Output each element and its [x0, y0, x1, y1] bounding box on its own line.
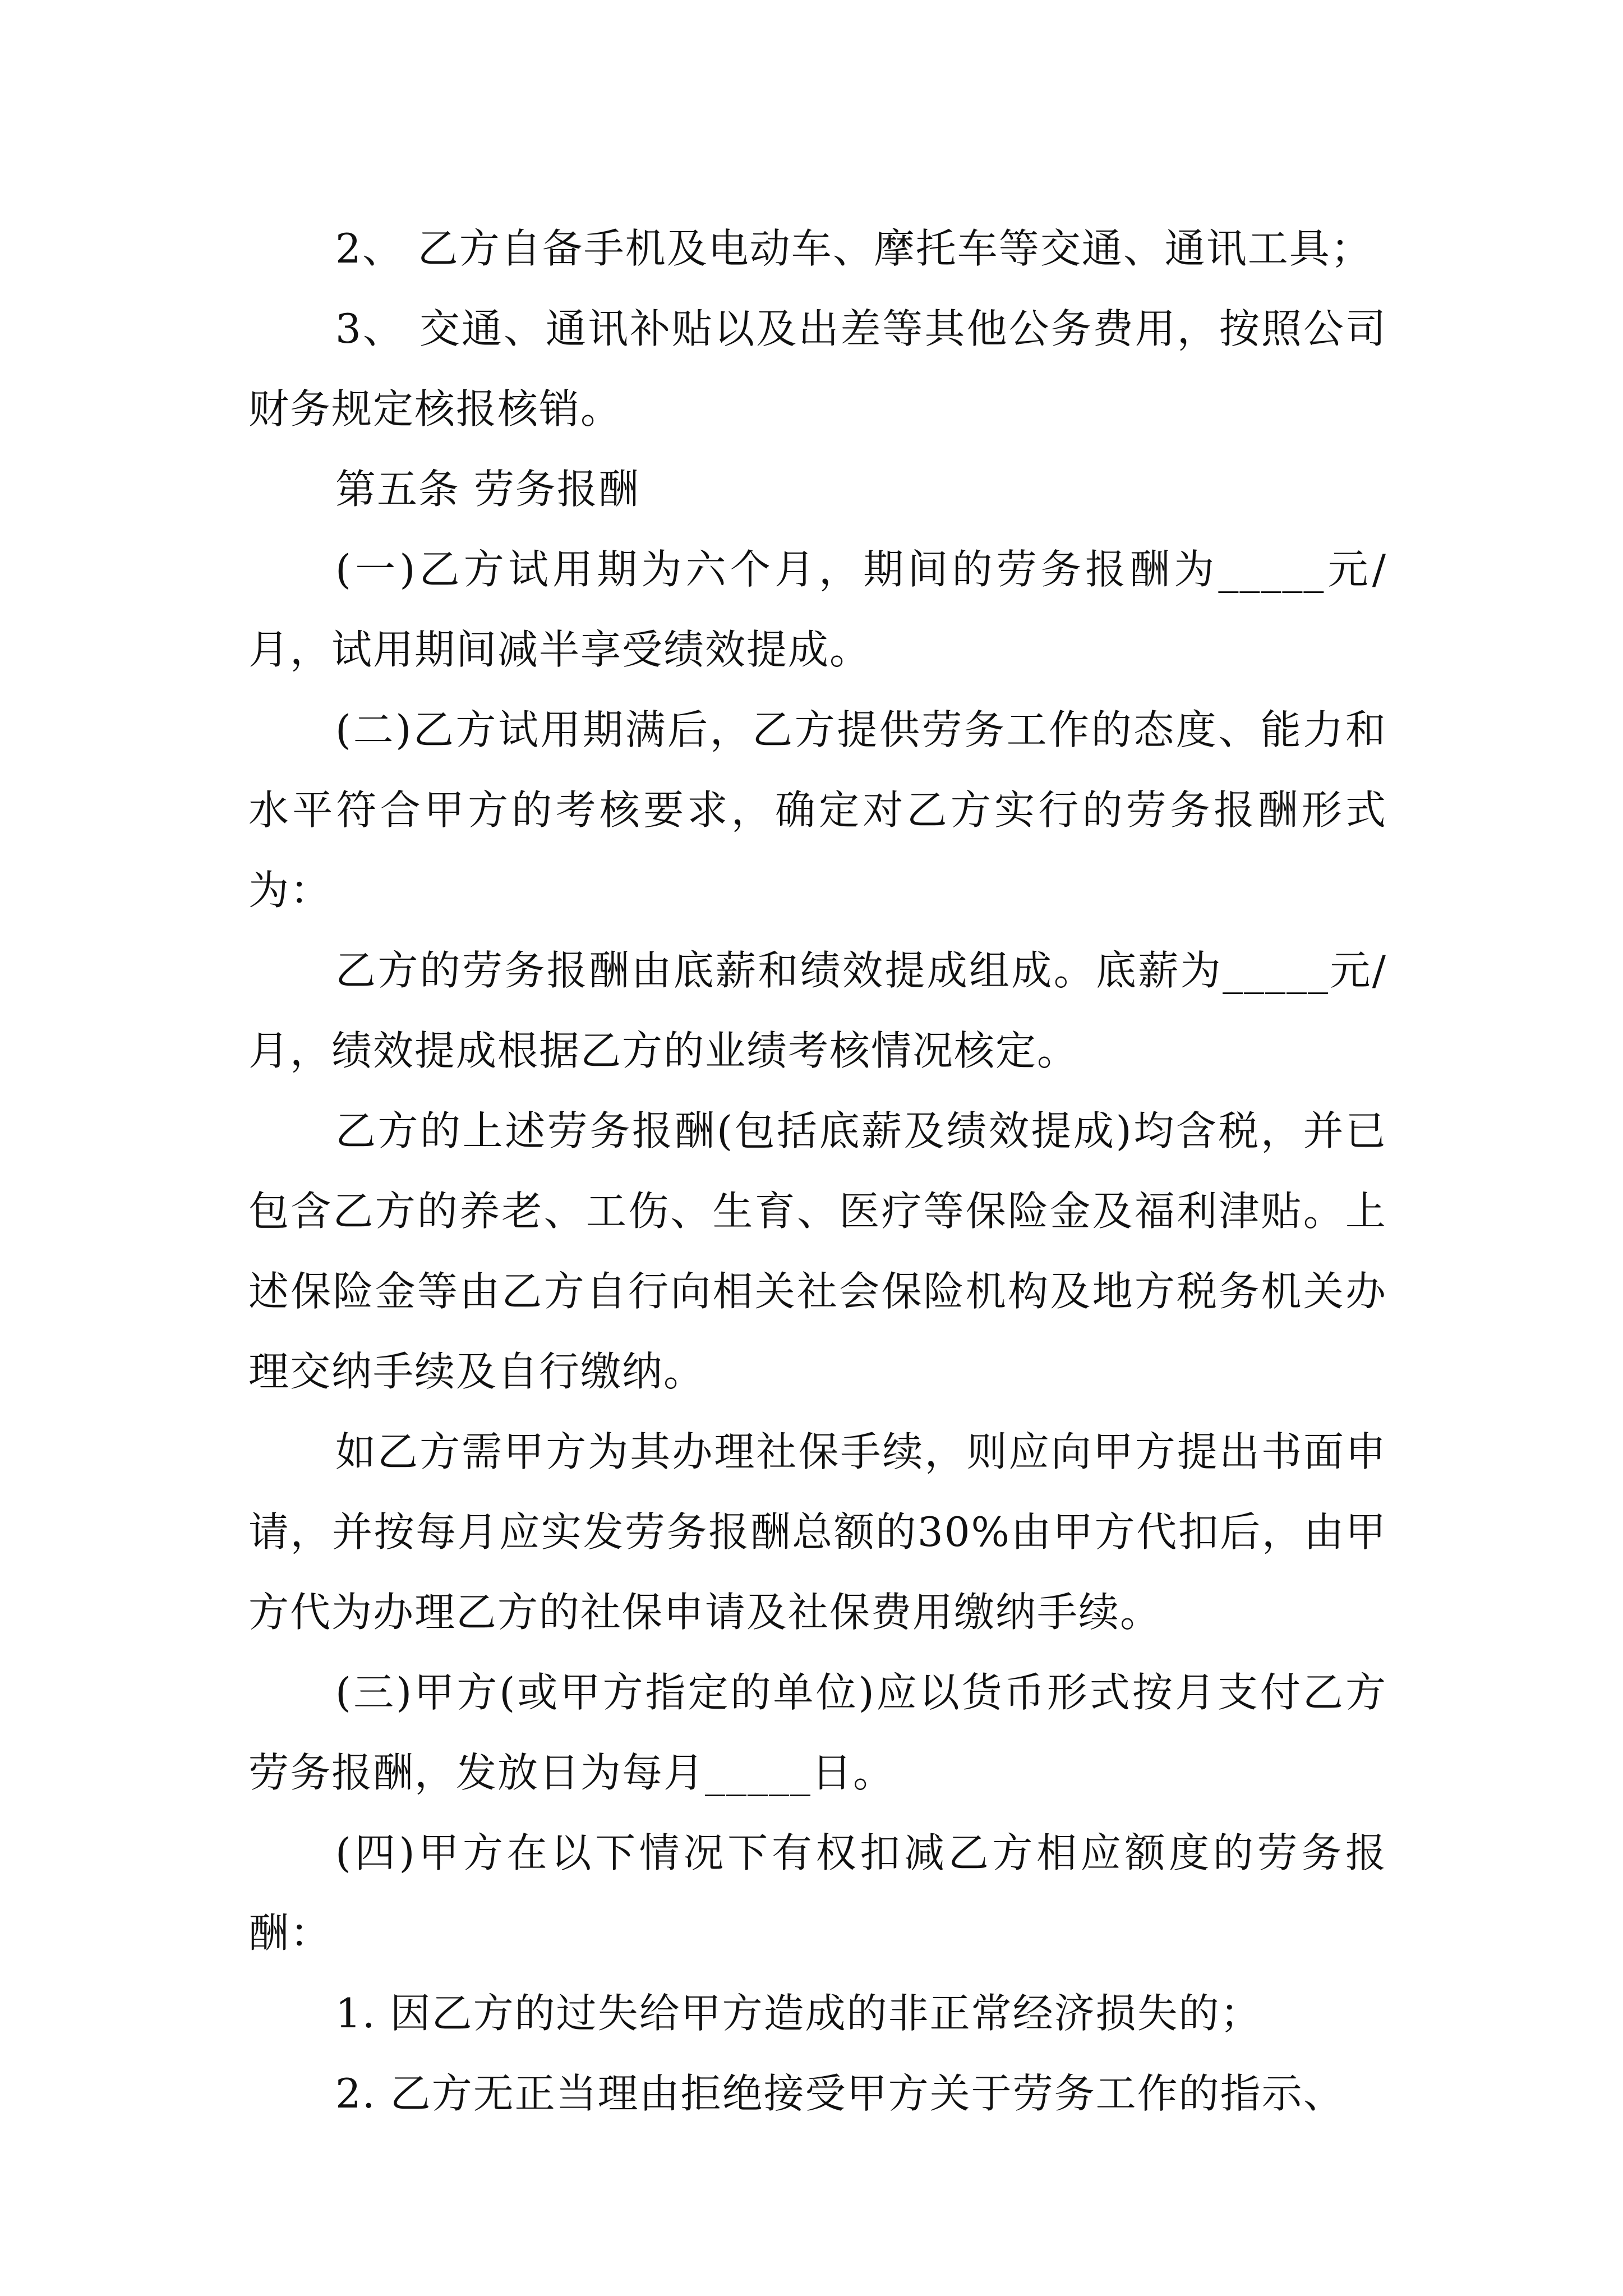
paragraph-after-probation: (二)乙方试用期满后，乙方提供劳务工作的态度、能力和水平符合甲方的考核要求，确定对乙方实行的劳务报酬形式为：: [248, 706, 1387, 914]
paragraph-item-3: 3、 交通、通讯补贴以及出差等其他公务费用，按照公司财务规定核报核销。: [248, 305, 1387, 432]
paragraph-deduction-1: 1. 因乙方的过失给甲方造成的非正常经济损失的；: [335, 1990, 1262, 2037]
article-heading: 第五条 劳务报酬: [335, 466, 640, 513]
paragraph-probation: (一)乙方试用期为六个月，期间的劳务报酬为_____元/月，试用期间减半享受绩效提成。: [248, 546, 1387, 673]
paragraph-base-salary: 乙方的劳务报酬由底薪和绩效提成组成。底薪为_____元/月，绩效提成根据乙方的业绩考核情况核定。: [248, 947, 1387, 1074]
paragraph-item-2: 2、 乙方自备手机及电动车、摩托车等交通、通讯工具；: [335, 225, 1372, 272]
paragraph-deduction-2: 2. 乙方无正当理由拒绝接受甲方关于劳务工作的指示、: [335, 2070, 1345, 2117]
paragraph-tax-insurance: 乙方的上述劳务报酬(包括底薪及绩效提成)均含税，并已包含乙方的养老、工伤、生育、医疗等保险金及福利津贴。上述保险金等由乙方自行向相关社会保险机构及地方税务机关办理交纳手续及自行缴纳。: [248, 1107, 1387, 1395]
paragraph-social-security: 如乙方需甲方为其办理社保手续，则应向甲方提出书面申请，并按每月应实发劳务报酬总额的30%由甲方代扣后，由甲方代为办理乙方的社保申请及社保费用缴纳手续。: [248, 1428, 1387, 1636]
document-body: [248, 209, 1387, 2134]
paragraph-payment-date: (三)甲方(或甲方指定的单位)应以货币形式按月支付乙方劳务报酬，发放日为每月_____日。: [248, 1669, 1387, 1796]
paragraph-deduction: (四)甲方在以下情况下有权扣减乙方相应额度的劳务报酬：: [248, 1829, 1387, 1957]
